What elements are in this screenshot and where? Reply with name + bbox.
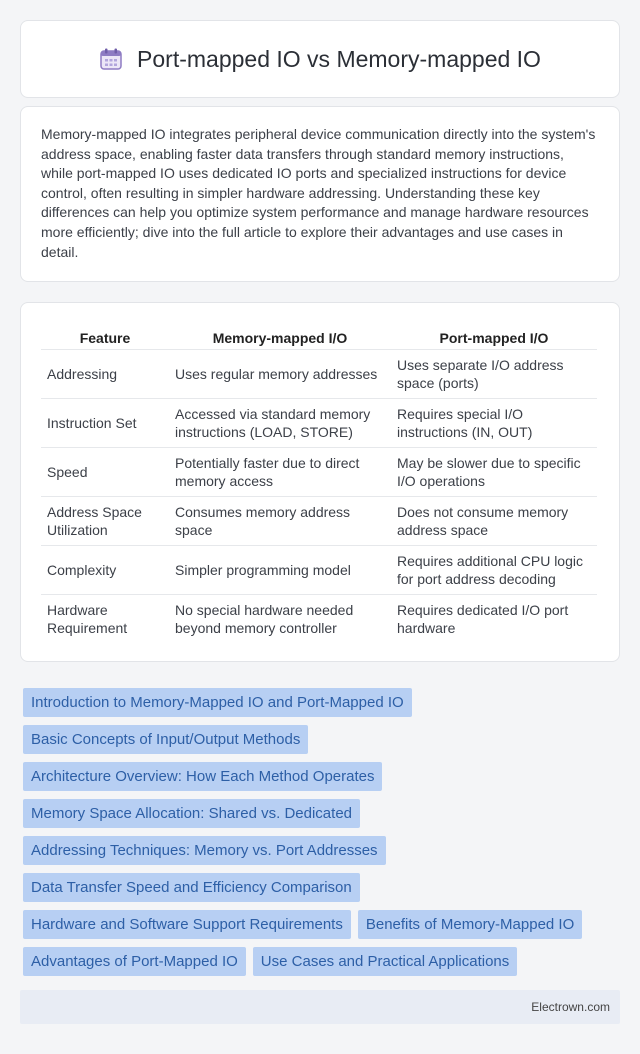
tag-row bbox=[23, 947, 623, 976]
table-cell: Potentially faster due to direct memory access bbox=[169, 447, 391, 496]
tag-row bbox=[23, 836, 623, 865]
table-row bbox=[41, 349, 597, 398]
tag-link[interactable]: Benefits of Memory-Mapped IO bbox=[358, 910, 582, 939]
table-cell: Complexity bbox=[41, 545, 169, 594]
tag-row bbox=[23, 910, 623, 939]
footer bbox=[20, 990, 620, 1024]
footer-brand: Electrown.com bbox=[531, 1000, 610, 1014]
calendar-icon bbox=[99, 47, 123, 71]
header-feature: Feature bbox=[79, 329, 131, 346]
table-cell: Requires dedicated I/O port hardware bbox=[391, 594, 597, 643]
table-header-row bbox=[41, 323, 597, 349]
table-row bbox=[41, 545, 597, 594]
table-cell: Requires additional CPU logic for port address decoding bbox=[391, 545, 597, 594]
tag-row bbox=[23, 725, 623, 754]
comparison-table-card bbox=[20, 302, 620, 662]
tag-link[interactable]: Basic Concepts of Input/Output Methods bbox=[23, 725, 308, 754]
table-cell: Instruction Set bbox=[41, 398, 169, 447]
tag-link[interactable]: Hardware and Software Support Requirements bbox=[23, 910, 351, 939]
header-port-mapped: Port-mapped I/O bbox=[439, 329, 549, 346]
table-cell: Consumes memory address space bbox=[169, 496, 391, 545]
tag-link[interactable]: Use Cases and Practical Applications bbox=[253, 947, 517, 976]
intro-text: Memory-mapped IO integrates peripheral device communication directly into the system's address space, enabling faster data transfers through standard memory instructions, while port-mapped IO uses dedicated IO ports and specialized instructions for device control, often resulting in simpler hardware addressing. Understanding these key differences can help you optimize system performance and manage hardware resources more efficiently; dive into the full article to explore their advantages and use cases in detail. bbox=[41, 126, 596, 260]
tag-row bbox=[23, 799, 623, 828]
intro-card bbox=[20, 106, 620, 282]
table-cell: May be slower due to specific I/O operations bbox=[391, 447, 597, 496]
tag-row bbox=[23, 688, 623, 717]
table-row bbox=[41, 594, 597, 643]
table-cell: Does not consume memory address space bbox=[391, 496, 597, 545]
tag-link[interactable]: Memory Space Allocation: Shared vs. Dedicated bbox=[23, 799, 360, 828]
table-cell: Requires special I/O instructions (IN, OUT) bbox=[391, 398, 597, 447]
comparison-table bbox=[41, 323, 597, 643]
table-cell: Simpler programming model bbox=[169, 545, 391, 594]
tag-row bbox=[23, 762, 623, 791]
table-cell: No special hardware needed beyond memory controller bbox=[169, 594, 391, 643]
tag-link[interactable]: Addressing Techniques: Memory vs. Port Addresses bbox=[23, 836, 386, 865]
tag-link[interactable]: Introduction to Memory-Mapped IO and Port-Mapped IO bbox=[23, 688, 412, 717]
tag-link[interactable]: Advantages of Port-Mapped IO bbox=[23, 947, 246, 976]
topic-tags bbox=[23, 688, 623, 984]
table-row bbox=[41, 496, 597, 545]
table-cell: Hardware Requirement bbox=[41, 594, 169, 643]
tag-link[interactable]: Data Transfer Speed and Efficiency Comparison bbox=[23, 873, 360, 902]
tag-row bbox=[23, 873, 623, 902]
table-cell: Speed bbox=[41, 447, 169, 496]
title-card bbox=[20, 20, 620, 98]
table-cell: Uses separate I/O address space (ports) bbox=[391, 349, 597, 398]
page-title: Port-mapped IO vs Memory-mapped IO bbox=[137, 45, 541, 72]
table-cell: Addressing bbox=[41, 349, 169, 398]
table-cell: Address Space Utilization bbox=[41, 496, 169, 545]
header-memory-mapped: Memory-mapped I/O bbox=[212, 329, 348, 346]
table-row bbox=[41, 447, 597, 496]
table-row bbox=[41, 398, 597, 447]
tag-link[interactable]: Architecture Overview: How Each Method Operates bbox=[23, 762, 382, 791]
table-cell: Uses regular memory addresses bbox=[169, 349, 391, 398]
table-cell: Accessed via standard memory instructions (LOAD, STORE) bbox=[169, 398, 391, 447]
